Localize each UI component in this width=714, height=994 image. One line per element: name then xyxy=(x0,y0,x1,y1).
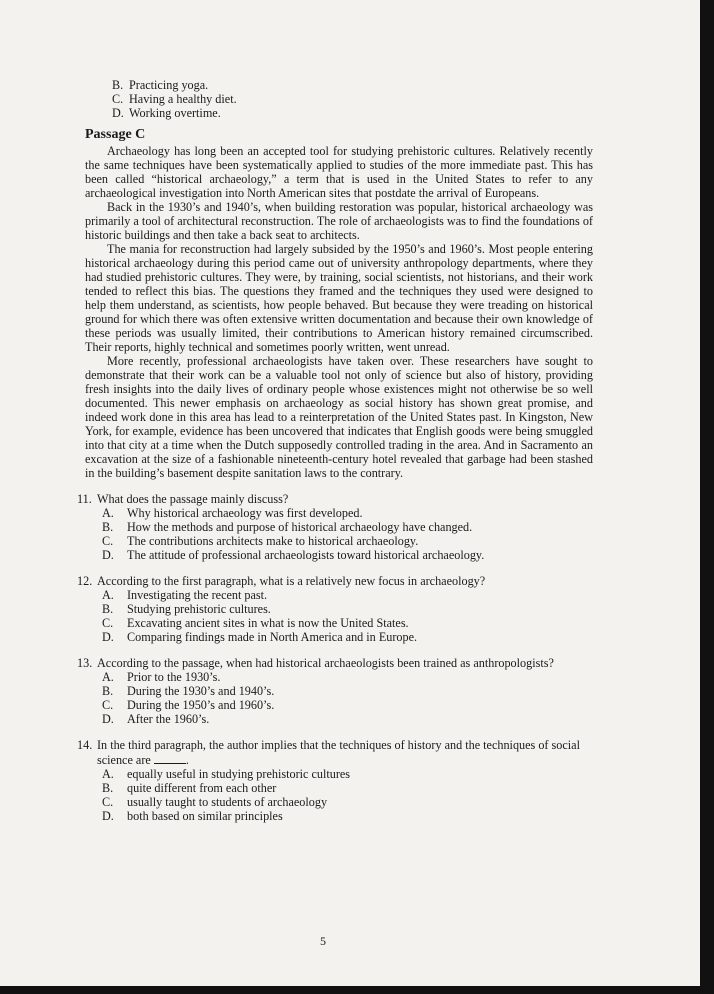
option-text: During the 1930’s and 1940’s. xyxy=(127,684,275,698)
option xyxy=(102,548,593,562)
option-letter: A. xyxy=(102,767,114,781)
option-text: Working overtime. xyxy=(129,106,221,120)
option xyxy=(102,712,593,726)
option-text: Excavating ancient sites in what is now the United States. xyxy=(127,616,409,630)
question-12 xyxy=(77,574,593,644)
question-number: 14. xyxy=(77,738,93,752)
option xyxy=(102,767,593,781)
option-letter: D. xyxy=(102,630,114,644)
question-number: 11. xyxy=(77,492,92,506)
passage-paragraph: Back in the 1930’s and 1940’s, when building restoration was popular, historical archaeology was primarily a tool of architectural reconstruction. The role of archaeologists was to find the foundations of historic buildings and then take a back seat to architects. xyxy=(85,200,593,242)
option xyxy=(112,92,593,106)
option-text: After the 1960’s. xyxy=(127,712,210,726)
option-text: During the 1950’s and 1960’s. xyxy=(127,698,275,712)
page-content xyxy=(77,78,593,823)
option-text: Prior to the 1930’s. xyxy=(127,670,221,684)
option-text: Why historical archaeology was first developed. xyxy=(127,506,363,520)
option-text: Comparing findings made in North America and in Europe. xyxy=(127,630,418,644)
option-letter: D. xyxy=(102,548,114,562)
option xyxy=(102,630,593,644)
option-letter: D. xyxy=(112,106,124,120)
option-letter: C. xyxy=(102,795,114,809)
option xyxy=(102,616,593,630)
option-text: equally useful in studying prehistoric cultures xyxy=(127,767,351,781)
question-stem: What does the passage mainly discuss? xyxy=(97,492,289,506)
option-letter: D. xyxy=(102,712,114,726)
question-number: 13. xyxy=(77,656,93,670)
question-11 xyxy=(77,492,593,562)
option-text: Practicing yoga. xyxy=(129,78,209,92)
question-14 xyxy=(77,738,593,823)
option-letter: C. xyxy=(102,534,114,548)
option-text: Having a healthy diet. xyxy=(129,92,237,106)
option xyxy=(102,809,593,823)
passage-paragraph: Archaeology has long been an accepted tool for studying prehistoric cultures. Relatively recently the same techniques have been systematically applied to studies of the more immediate past. This has been called “historical archaeology,” a term that is used in the United States to refer to any archaeological investigation into North American sites that postdate the arrival of Europeans. xyxy=(85,144,593,200)
question-13 xyxy=(77,656,593,726)
answer-blank xyxy=(154,752,186,764)
option-letter: A. xyxy=(102,670,114,684)
option xyxy=(102,670,593,684)
question-stem-end: . xyxy=(185,753,189,767)
option-letter: B. xyxy=(102,781,114,795)
option-letter: B. xyxy=(102,520,114,534)
option xyxy=(102,781,593,795)
option xyxy=(102,534,593,548)
question-stem: According to the first paragraph, what is a relatively new focus in archaeology? xyxy=(97,574,486,588)
option xyxy=(102,588,593,602)
option-letter: A. xyxy=(102,588,114,602)
option-text: Studying prehistoric cultures. xyxy=(127,602,271,616)
previous-question-options xyxy=(112,78,593,120)
option-text: usually taught to students of archaeology xyxy=(127,795,328,809)
option-text: The contributions architects make to historical archaeology. xyxy=(127,534,419,548)
page-number: 5 xyxy=(320,934,326,948)
question-stem: According to the passage, when had historical archaeologists been trained as anthropologists? xyxy=(97,656,554,670)
scan-edge xyxy=(700,0,714,994)
option xyxy=(102,698,593,712)
option-letter: B. xyxy=(112,78,124,92)
option-letter: B. xyxy=(102,684,114,698)
option xyxy=(102,520,593,534)
option-letter: A. xyxy=(102,506,114,520)
option-text: The attitude of professional archaeologists toward historical archaeology. xyxy=(127,548,485,562)
passage-paragraph: The mania for reconstruction had largely subsided by the 1950’s and 1960’s. Most people entering historical archaeology during this period came out of university anthropology departments, where they had studied prehistoric cultures. They were, by training, social scientists, not historians, and their work tended to reflect this bias. The questions they framed and the techniques they used were designed to help them understand, as scientists, how people behaved. But because they were treading on historical ground for which there was often extensive written documentation and because their own knowledge of these periods was usually limited, their contributions to American history remained circumscribed. Their reports, highly technical and sometimes poorly written, went unread. xyxy=(85,242,593,354)
option xyxy=(102,506,593,520)
option xyxy=(102,795,593,809)
option-text: both based on similar principles xyxy=(127,809,283,823)
option xyxy=(112,78,593,92)
option-text: quite different from each other xyxy=(127,781,277,795)
question-number: 12. xyxy=(77,574,93,588)
passage-paragraph: More recently, professional archaeologists have taken over. These researchers have sought to demonstrate that their work can be a valuable tool not only of science but also of history, providing fresh insights into the daily lives of ordinary people whose existences might not otherwise be so well documented. This newer emphasis on archaeology as social history has shown great promise, and indeed work done in this area has lead to a reinterpretation of the United States past. In Kingston, New York, for example, evidence has been uncovered that indicates that English goods were being smuggled into that city at a time when the Dutch supposedly controlled trading in the area. And in Sacramento an excavation at the size of a fashionable nineteenth-century hotel revealed that garbage had been stashed in the building’s basement despite sanitation laws to the contrary. xyxy=(85,354,593,480)
question-stem: In the third paragraph, the author implies that the techniques of history and the techniques of social science are xyxy=(97,738,580,767)
option-letter: C. xyxy=(112,92,124,106)
option-letter: C. xyxy=(102,698,114,712)
option-letter: C. xyxy=(102,616,114,630)
option xyxy=(102,684,593,698)
option xyxy=(112,106,593,120)
option-text: Investigating the recent past. xyxy=(127,588,268,602)
option xyxy=(102,602,593,616)
option-letter: B. xyxy=(102,602,114,616)
passage-title: Passage C xyxy=(85,127,146,142)
option-letter: D. xyxy=(102,809,114,823)
option-text: How the methods and purpose of historical archaeology have changed. xyxy=(127,520,473,534)
